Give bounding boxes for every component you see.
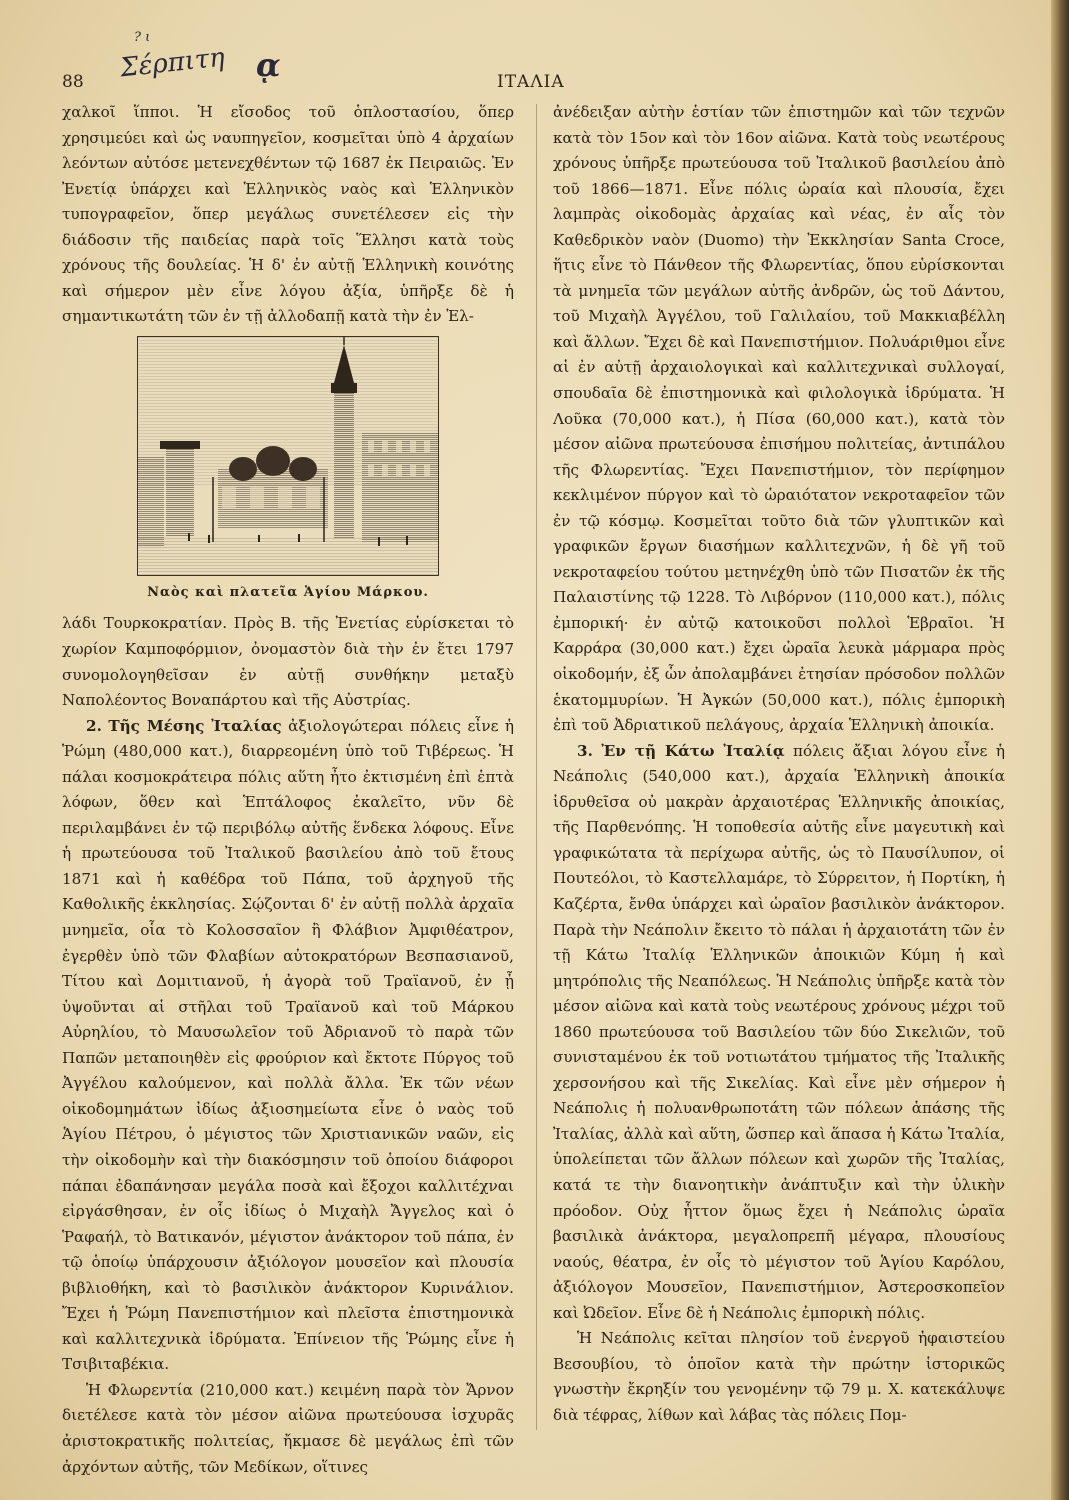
handwritten-note: Σέρπιτη	[118, 42, 227, 84]
section-heading: Ἐν τῇ Κάτω Ἰταλίᾳ	[601, 741, 785, 760]
section-number: 2.	[86, 716, 102, 735]
section-text: ἀξιολογώτεραι πόλεις εἶνε ἡ Ῥώμη (480,000 κατ.), διαρρεομένη ὑπὸ τοῦ Τιβέρεως. Ἡ πάλαι κοσμοκράτειρα πόλις αὕτη ἦτο ἐκτισμένη ἐπὶ ἑπτὰ λόφων, ὅθεν καὶ Ἑπτάλοφος ἐκαλεῖτο, νῦν δὲ περιλαμβάνει ἐν τῷ περιβόλῳ αὐτῆς ἕνδεκα λόφους. Εἶνε ἡ πρωτεύουσα τοῦ Ἰταλικοῦ βασιλείου ἀπὸ τοῦ ἔτους 1871 καὶ ἡ καθέδρα τοῦ Πάπα, τοῦ ἀρχηγοῦ τῆς Καθολικῆς ἐκκλησίας. Σῴζονται δ' ἐν αὐτῇ πολλὰ ἀρχαῖα μνημεῖα, οἷα τὸ Κολοσσαῖον ἢ Φλάβιον Ἀμφιθέατρον, ἐγερθὲν ὑπὸ τῶν Φλαβίων αὐτοκρατόρων Βεσπασιανοῦ, Τίτου καὶ Δομιτιανοῦ, ἡ ἀγορὰ τοῦ Τραϊανοῦ, ἐν ᾗ ὑψοῦνται αἱ στῆλαι τοῦ Τραϊανοῦ καὶ τοῦ Μάρκου Αὐρηλίου, τὸ Μαυσωλεῖον τοῦ Ἀδριανοῦ τὸ παρὰ τῶν Παπῶν μεταποιηθὲν εἰς φρούριον καὶ ἔκτοτε Πύργος τοῦ Ἀγγέλου καλούμενον, καὶ πολλὰ ἄλλα. Ἐκ τῶν νέων οἰκοδομημάτων ἰδίως ἀξιοσημείωτα εἶνε ὁ ναὸς τοῦ Ἁγίου Πέτρου, ὁ μέγιστος τῶν Χριστιανικῶν ναῶν, εἰς τὴν οἰκοδομὴν καὶ τὴν διακόσμησιν τοῦ ὁποίου διάφοροι πάπαι ἐδαπάνησαν μεγάλα ποσὰ καὶ ἔξοχοι καλλιτέχναι εἰργάσθησαν, ἐν οἷς ἰδίως ὁ Μιχαὴλ Ἄγγελος καὶ ὁ Ῥαφαήλ, τὸ Βατικανόν, μέγιστον ἀνάκτορον τοῦ πάπα, ἐν τῷ ὁποίῳ ὑπάρχουσιν ἀξιόλογον μουσεῖον καὶ πλουσία βιβλιοθήκη, καὶ τὸ βασιλικὸν ἀνάκτορον Κυρινάλιον. Ἔχει ἡ Ῥώμη Πανεπιστήμιον καὶ πλεῖστα ἐπιστημονικὰ καὶ καλλιτεχνικὰ ἱδρύματα. Ἐπίνειον τῆς Ῥώμης εἶνε ἡ Τσιβιταβέκια.	[62, 716, 515, 1374]
paragraph-vesuvius: Ἡ Νεάπολις κεῖται πλησίον τοῦ ἐνεργοῦ ἡφαιστείου Βεσουβίου, τὸ ὁποῖον κατὰ τὴν πρώτην ἱστορικῶς γνωστὴν ἔκρηξίν του γενομένην τῷ 79 μ. Χ. κατεκάλυψε διὰ τέφρας, λίθων καὶ λάβας τὰς πόλεις Πομ-	[553, 1329, 1005, 1424]
book-spine	[1051, 0, 1069, 1500]
paragraph-florence-cont: ἀνέδειξαν αὐτὴν ἑστίαν τῶν ἐπιστημῶν καὶ τῶν τεχνῶν κατὰ τὸν 15ον καὶ τὸν 16ον αἰῶνα. Κατὰ τοὺς νεωτέρους χρόνους ὑπῆρξε πρωτεύουσα τοῦ Ἰταλικοῦ βασιλείου ἀπὸ τοῦ 1866—1871. Εἶνε πόλις ὡραία καὶ πλουσία, ἔχει λαμπρὰς οἰκοδομὰς ἀρχαίας καὶ νέας, ἐν αἷς τὸν Καθεδρικὸν ναὸν (Duomo) τὴν Ἐκκλησίαν Santa Croce, ἥτις εἶνε τὸ Πάνθεον τῆς Φλωρεντίας, ὅπου εὑρίσκονται τὰ μνημεῖα τῶν μεγάλων αὐτῆς ἀνδρῶν, ὡς τοῦ Δάντου, τοῦ Μιχαὴλ Ἀγγέλου, τοῦ Γαλιλαίου, τοῦ Μακκιαβέλλη καὶ ἄλλων. Ἔχει δὲ καὶ Πανεπιστήμιον. Πολυάριθμοι εἶνε αἱ ἐν αὐτῇ ἀρχαιολογικαὶ καὶ καλλιτεχνικαὶ συλλογαί, σπουδαῖα δὲ ἐπιστημονικὰ καὶ φιλολογικὰ ἱδρύματα. Ἡ Λοῦκα (70,000 κατ.), ἡ Πίσα (60,000 κατ.), κατὰ τὸν μέσον αἰῶνα πρωτεύουσα ἐπισήμου πολιτείας, ἀντιπάλου τῆς Φλωρεντίας. Ἔχει Πανεπιστήμιον, τὸν περίφημον κεκλιμένον πύργον καὶ τὸ ὡραιότατον νεκροταφεῖον τῶν ἐν τῷ κόσμῳ. Κοσμεῖται τοῦτο διὰ τῶν γλυπτικῶν καὶ γραφικῶν ἔργων διασήμων καλλιτεχνῶν, ἡ δὲ γῆ τοῦ νεκροταφείου τούτου μετηνέχθη ὑπὸ τῶν Πισατῶν ἐκ τῆς Παλαιστίνης τῷ 1228. Τὸ Λιβόρνον (110,000 κατ.), πόλις ἐμπορική· ἐν αὐτῷ κατοικοῦσι πολλοὶ Ἑβραῖοι. Ἡ Καρράρα (30,000 κατ.) ἔχει ὡραῖα λευκὰ μάρμαρα πρὸς οἰκοδομήν, ἐξ ὧν ἀπολαμβάνει ἐτησίαν πρόσοδον πολλῶν ἑκατομμυρίων. Ἡ Ἀγκών (50,000 κατ.), πόλις ἐμπορικὴ ἐπὶ τοῦ Ἀδριατικοῦ πελάγους, ἀρχαία Ἑλληνικὴ ἀποικία.	[553, 103, 1005, 735]
section-heading: Τῆς Μέσης Ἰταλίας	[108, 716, 282, 735]
figure-caption: Ναὸς καὶ πλατεῖα Ἁγίου Μάρκου.	[147, 584, 429, 600]
section-number: 3.	[577, 741, 593, 760]
column-divider	[536, 104, 537, 1430]
paragraph-venice: χαλκοῖ ἵπποι. Ἡ εἴσοδος τοῦ ὁπλοστασίου, ὅπερ χρησιμεύει καὶ ὡς ναυπηγεῖον, κοσμεῖται ὑπὸ 4 ἀρχαίων λεόντων αὐτόσε μετενεχθέντων τῷ 1687 ἐκ Πειραιῶς. Ἐν Ἐνετίᾳ ὑπάρχει καὶ Ἑλληνικὸς ναὸς καὶ Ἑλληνικὸν τυπογραφεῖον, ὅπερ μεγάλως συνετέλεσεν εἰς τὴν διάδοσιν τῆς παιδείας παρὰ τοῖς Ἕλλησι κατὰ τοὺς χρόνους τῆς δουλείας. Ἡ δ' ἐν αὐτῇ Ἑλληνικὴ κοινότης καὶ σήμερον μὲν εἶνε λόγου ἀξία, ὑπῆρξε δὲ ἡ σημαντικωτάτη τῶν ἐν τῇ ἀλλοδαπῇ κατὰ τὴν ἐν Ἑλ-	[62, 103, 514, 326]
paragraph-campoformio: λάδι Τουρκοκρατίαν. Πρὸς Β. τῆς Ἐνετίας εὑρίσκεται τὸ χωρίον Καμποφόρμιον, ὀνομαστὸν διὰ τὴν ἐν ἔτει 1797 συνομολογηθεῖσαν ἐν αὐτῇ συνθήκην μεταξὺ Ναπολέοντος Βοναπάρτου καὶ τῆς Αὐστρίας.	[62, 614, 514, 710]
handwritten-scribble: ᾳ	[256, 46, 281, 84]
section-southern-italy	[553, 739, 1005, 1327]
page-number: 88	[62, 72, 84, 92]
paragraph-florence: Ἡ Φλωρεντία (210,000 κατ.) κειμένη παρὰ τὸν Ἄρνον διετέλεσε κατὰ τὸν μέσον αἰῶνα πρωτεύουσα ἰσχυρᾶς ἀριστοκρατικῆς πολιτείας, ἤκμασε δὲ μεγάλως ἐπὶ τῶν ἀρχόντων αὐτῆς, τῶν Μεδίκων, οἵτινες	[62, 1380, 514, 1476]
illustration-st-mark-square	[137, 336, 439, 576]
section-central-italy	[62, 714, 514, 1378]
section-text: πόλεις ἄξιαι λόγου εἶνε ἡ Νεάπολις (540,000 κατ.), ἀρχαία Ἑλληνικὴ ἀποικία ἱδρυθεῖσα οὐ μακρὰν ἀρχαιοτέρας Ἑλληνικῆς ἀποικίας, τῆς Παρθενόπης. Ἡ τοποθεσία αὐτῆς εἶνε μαγευτικὴ καὶ γραφικώτατα τὰ περίχωρα αὐτῆς, ὡς τὸ Παυσίλυπον, οἱ Πουτεόλοι, τὸ Καστελλαμάρε, τὸ Σύρρειτον, ἡ Πορτίκη, ἡ Καζέρτα, ἔνθα ὑπάρχει καὶ ὡραῖον βασιλικὸν ἀνάκτορον. Παρὰ τὴν Νεάπολιν ἔκειτο τὸ πάλαι ἡ ἀρχαιοτάτη τῶν ἐν τῇ Κάτω Ἰταλίᾳ Ἑλληνικῶν ἀποικιῶν Κύμη ἡ καὶ μητρόπολις τῆς Νεαπόλεως. Ἡ Νεάπολις ὑπῆρξε κατὰ τὸν μέσον αἰῶνα καὶ κατὰ τοὺς νεωτέρους χρόνους μέχρι τοῦ 1860 πρωτεύουσα τοῦ Βασιλείου τῶν δύο Σικελιῶν, τοῦ συνισταμένου ἐκ τοῦ νοτιωτάτου τμήματος τῆς Ἰταλικῆς χερσονήσου καὶ τῆς Σικελίας. Καὶ εἶνε μὲν σήμερον ἡ Νεάπολις ἡ πολυανθρωποτάτη τῶν πόλεων ἁπάσης τῆς Ἰταλίας, ἀλλὰ καὶ αὕτη, ὥσπερ καὶ ἅπασα ἡ Κάτω Ἰταλία, ὑπολείπεται τῶν ἄλλων πόλεων καὶ χωρῶν τῆς Ἰταλίας, κατά τε τὴν διανοητικὴν ἀνάπτυξιν καὶ τὴν ὑλικὴν πρόοδον. Οὐχ ἧττον ὅμως ἔχει ἡ Νεάπολις ὡραῖα βασιλικὰ ἀνάκτορα, μεγαλοπρεπῆ μέγαρα, πλουσίους ναούς, θέατρα, ἐν οἷς τὸ μέγιστον τοῦ Ἁγίου Καρόλου, ἀξιόλογον Μουσεῖον, Πανεπιστήμιον, Ἀστεροσκοπεῖον καὶ Ὠδεῖον. Εἶνε δὲ ἡ Νεάπολις ἐμπορικὴ πόλις.	[553, 741, 1005, 1322]
right-column	[553, 100, 1005, 1428]
running-title: ΙΤΑΛΙΑ	[497, 72, 565, 92]
handwritten-mark: ? ι	[134, 30, 151, 45]
left-column	[62, 100, 514, 1480]
engraving-st-mark-basilica	[138, 337, 438, 575]
